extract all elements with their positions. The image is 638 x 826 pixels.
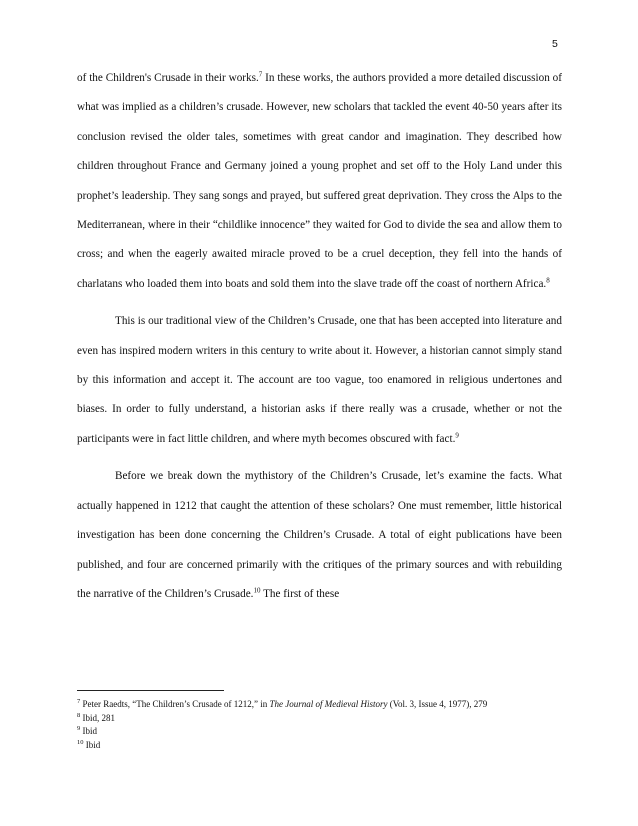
body-text [77,64,562,609]
paragraph-spacer [77,299,562,307]
text-run: The first of these [260,587,340,600]
footnote-10 [77,739,562,753]
footnote-marker: 9 [77,725,81,733]
footnote-text: Peter Raedts, “The Children’s Crusade of 1212,” in [80,699,270,709]
footnote-reference: 10 [253,586,261,595]
footnote-text: Ibid, 281 [80,712,115,723]
footnote-text: Ibid [83,739,101,750]
footnote-reference: 9 [455,431,459,440]
text-run: In these works, the authors provided a more detailed discussion of what was implied as a children’s crusade. However, new scholars that tackled the event 40-50 years after its conclusion revised the older tales, sometimes with great candor and imagination. They described how children throughout France and Germany joined a young prophet and set off to the Holy Land under this prophet’s leadership. They sang songs and prayed, but suffered great deprivation. They cross the Alps to the Mediterranean, where in their “childlike innocence” they waited for God to divide the sea and allow them to cross; and when the eagerly awaited miracle proved to be a cruel deception, they fell into the hands of charlatans who loaded them into boats and sold them into the slave trade off the coast of northern Africa. [77,72,562,290]
paragraph-spacer [77,454,562,462]
footnote-text: Ibid [80,726,97,737]
text-run: Before we break down the mythistory of the Children’s Crusade, let’s examine the facts. What actually happened in 1212 that caught the attention of these scholars? One must remember, little historical investigation has been done concerning the Children’s Crusade. A total of eight publications have been published, and four are concerned primarily with the critiques of the primary sources and with rebuilding the narrative of the Children’s Crusade. [77,470,562,600]
page-number: 5 [552,38,558,50]
paragraph-2 [77,307,562,454]
footnote-separator [77,690,224,691]
footnote-marker: 7 [77,698,81,705]
footnote-9 [77,725,562,739]
paragraph-1 [77,64,562,299]
footnote-reference: 8 [546,276,550,285]
footnote-reference: 7 [258,70,263,79]
footnotes [77,698,562,752]
footnote-text: (Vol. 3, Issue 4, 1977), 279 [387,699,488,709]
paragraph-3 [77,462,562,609]
footnote-marker: 8 [77,711,81,719]
footnote-7 [77,698,562,712]
footnote-8 [77,712,562,726]
journal-title: The Journal of Medieval History [269,699,388,709]
text-run: This is our traditional view of the Children’s Crusade, one that has been accepted into literature and even has inspired modern writers in this century to write about it. However, a historian cannot simply stand by this information and accept it. The account are too vague, too enamored in religious undertones and biases. In order to fully understand, a historian asks if there really was a crusade, whether or not the participants were in fact little children, and where myth becomes obscured with fact. [77,315,562,445]
footnote-marker: 10 [77,738,84,746]
text-run: of the Children's Crusade in their works. [77,72,259,84]
